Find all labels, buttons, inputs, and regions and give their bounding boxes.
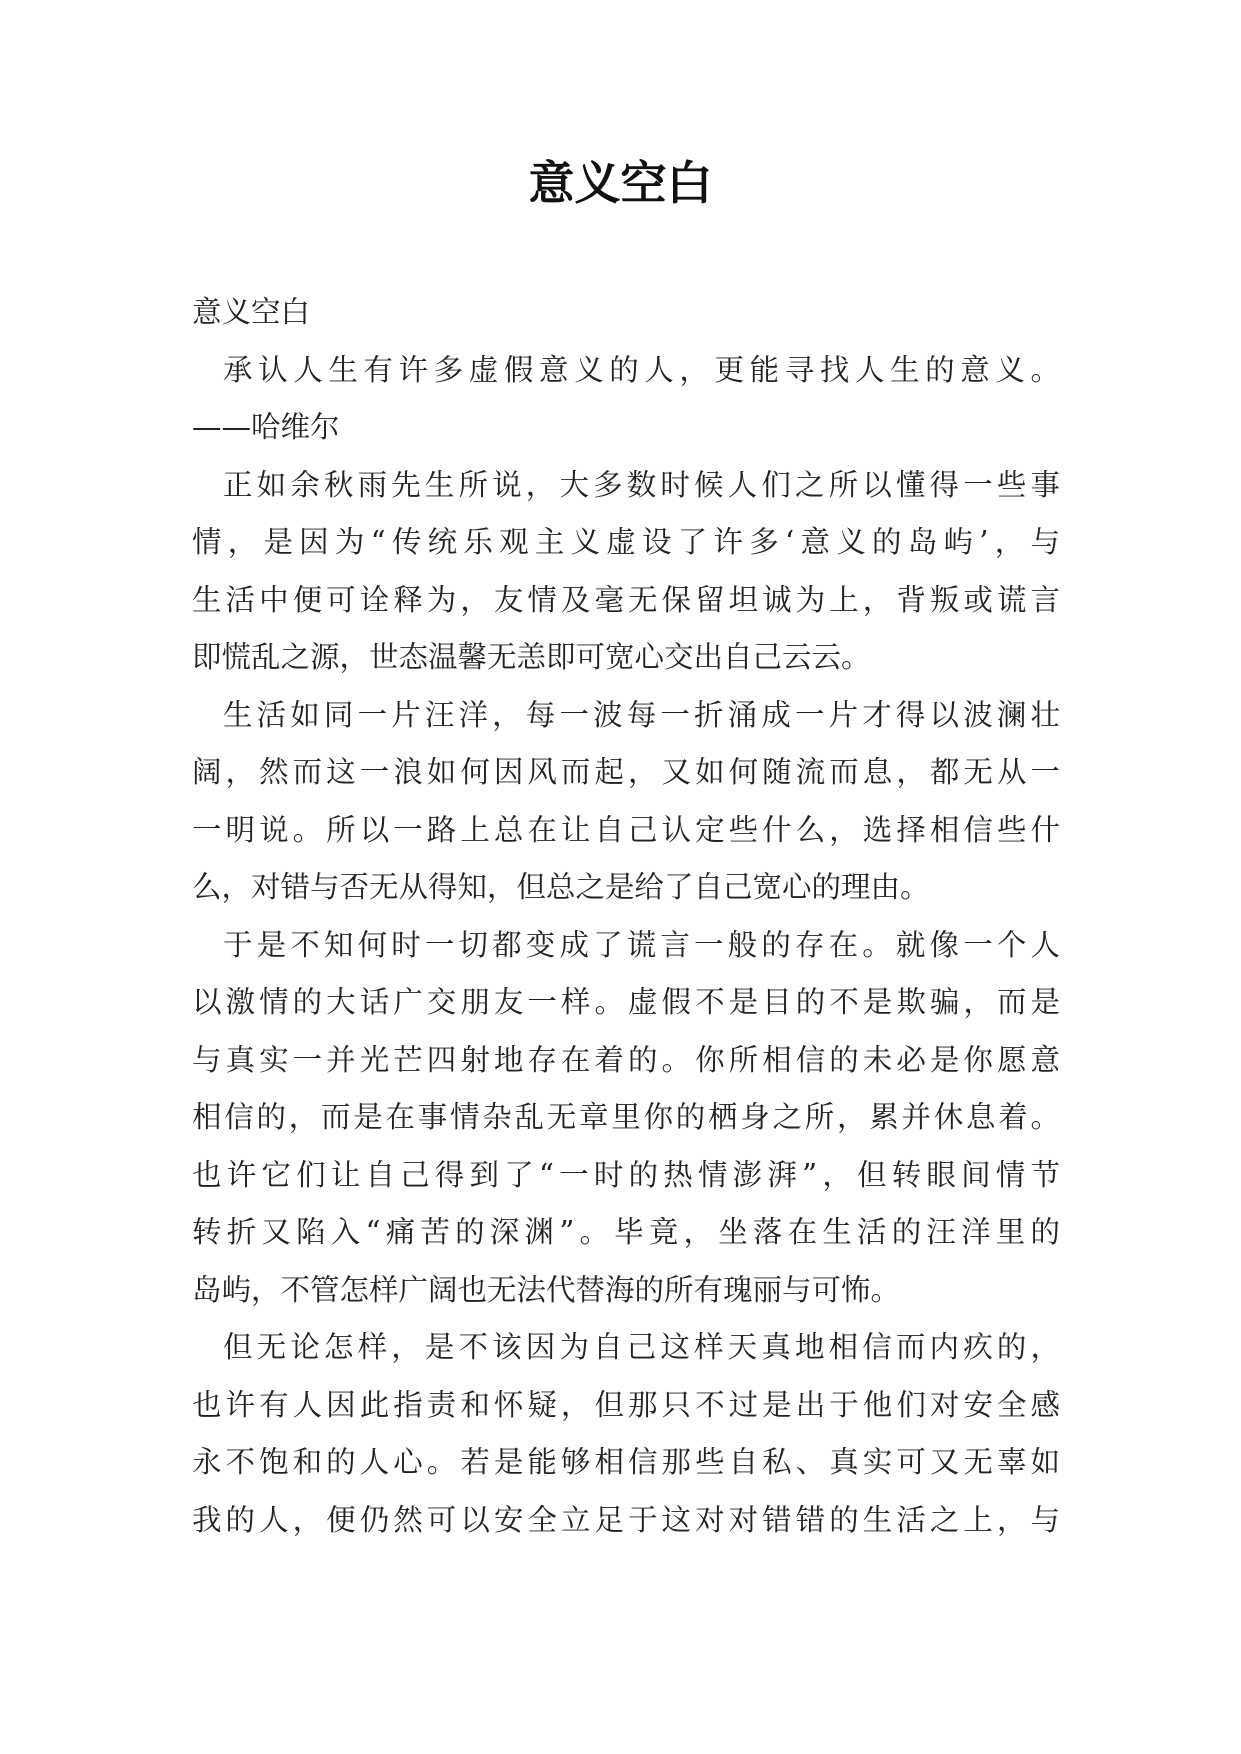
text-line: 承认人生有许多虚假意义的人，更能寻找人生的意义。 bbox=[223, 352, 1060, 387]
text-line: 岛屿，不管怎样广阔也无法代替海的所有瑰丽与可怖。 bbox=[192, 1272, 901, 1307]
text-line: 生活如同一片汪洋，每一波每一折涌成一片才得以波澜壮 bbox=[223, 697, 1060, 732]
text-line: 生活中便可诠释为，友情及毫无保留坦诚为上，背叛或谎言 bbox=[192, 582, 1060, 617]
text-line: 也许有人因此指责和怀疑，但那只不过是出于他们对安全感 bbox=[192, 1387, 1060, 1422]
document-body bbox=[192, 284, 1060, 1549]
text-line: 阔，然而这一浪如何因风而起，又如何随流而息，都无从一 bbox=[192, 755, 1060, 789]
text-line: ——哈维尔 bbox=[192, 410, 340, 444]
document-title: 意义空白 bbox=[528, 156, 713, 210]
text-line: 我的人，便仍然可以安全立足于这对对错错的生活之上，与 bbox=[192, 1502, 1060, 1537]
text-line: 么，对错与否无从得知，但总之是给了自己宽心的理由。 bbox=[192, 870, 930, 904]
text-line: 于是不知何时一切都变成了谎言一般的存在。就像一个人 bbox=[223, 927, 1060, 962]
text-line: 即慌乱之源，世态温馨无恙即可宽心交出自己云云。 bbox=[192, 640, 871, 674]
text-line: 以激情的大话广交朋友一样。虚假不是目的不是欺骗，而是 bbox=[192, 985, 1060, 1019]
text-line: 意义空白 bbox=[192, 295, 311, 329]
text-line: 与真实一并光芒四射地存在着的。你所相信的未必是你愿意 bbox=[192, 1042, 1060, 1077]
text-line: 正如余秋雨先生所说，大多数时候人们之所以懂得一些事 bbox=[223, 467, 1060, 502]
text-line: 相信的，而是在事情杂乱无章里你的栖身之所，累并休息着。 bbox=[192, 1100, 1060, 1134]
text-line: 转折又陷入“痛苦的深渊”。毕竟，坐落在生活的汪洋里的 bbox=[192, 1215, 1060, 1249]
text-line: 永不饱和的人心。若是能够相信那些自私、真实可又无辜如 bbox=[192, 1445, 1060, 1479]
text-line: 但无论怎样，是不该因为自己这样天真地相信而内疚的， bbox=[223, 1330, 1060, 1364]
text-line: 也许它们让自己得到了“一时的热情澎湃”，但转眼间情节 bbox=[192, 1157, 1060, 1192]
text-line: 一明说。所以一路上总在让自己认定些什么，选择相信些什 bbox=[192, 812, 1060, 847]
text-line: 情，是因为“传统乐观主义虚设了许多‘意义的岛屿’，与 bbox=[192, 525, 1060, 559]
